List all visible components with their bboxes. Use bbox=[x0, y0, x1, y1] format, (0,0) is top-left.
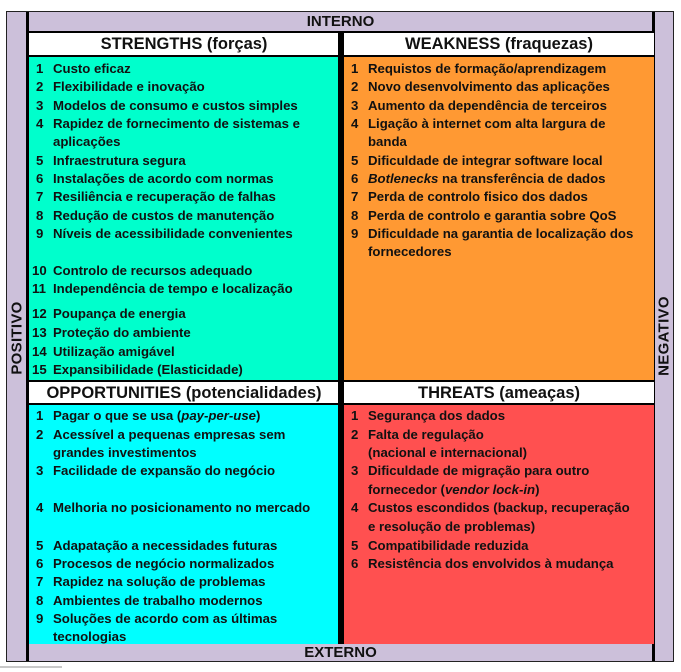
list-item: 14 Utilização amigável bbox=[32, 343, 175, 359]
list-item: 5 Dificuldade de integrar software local bbox=[351, 152, 603, 168]
strengths-list bbox=[29, 57, 339, 380]
list-item: 3 Modelos de consumo e custos simples bbox=[36, 97, 298, 113]
list-item: 8 Redução de custos de manutenção bbox=[36, 207, 275, 223]
list-item: 2 Acessível a pequenas empresas sem bbox=[36, 426, 286, 442]
list-item-continuation: (nacional e internacional) bbox=[368, 445, 528, 460]
list-item: 9 Soluções de acordo com as últimas bbox=[36, 611, 278, 626]
threats-quadrant bbox=[344, 380, 654, 644]
list-item: 11 Independência de tempo e localização bbox=[32, 281, 293, 296]
threats-title: THREATS (ameaças) bbox=[344, 380, 654, 405]
list-item: 3 Dificuldade de migração para outro bbox=[351, 463, 590, 478]
list-item-continuation: grandes investimentos bbox=[53, 445, 197, 460]
list-item: 6 Instalações de acordo com normas bbox=[36, 171, 274, 186]
list-item-continuation: fornecedores bbox=[368, 244, 452, 259]
weakness-quadrant bbox=[344, 33, 654, 380]
strengths-title: STRENGTHS (forças) bbox=[29, 33, 339, 57]
list-item: 2 Flexibilidade e inovação bbox=[36, 79, 205, 94]
list-item: 5 Compatibilidade reduzida bbox=[351, 537, 529, 553]
weakness-title: WEAKNESS (fraquezas) bbox=[344, 33, 654, 57]
weakness-list bbox=[344, 57, 654, 380]
list-item-continuation: fornecedor (vendor lock-in) bbox=[368, 481, 540, 497]
list-item: 6 Procesos de negócio normalizados bbox=[36, 556, 275, 571]
list-item: 2 Novo desenvolvimento das aplicações bbox=[351, 79, 610, 94]
list-item: 1 Pagar o que se usa (pay-per-use) bbox=[36, 408, 261, 423]
list-item: 3 Aumento da dependência de terceiros bbox=[351, 97, 607, 113]
list-item: 8 Ambientes de trabalho modernos bbox=[36, 592, 263, 608]
list-item: 7 Perda de controlo fisico dos dados bbox=[351, 189, 588, 204]
positive-axis bbox=[7, 12, 29, 661]
list-item: 6 Botlenecks na transferência de dados bbox=[351, 171, 606, 186]
positive-label: POSITIVO bbox=[8, 301, 25, 375]
list-item-continuation: banda bbox=[368, 134, 407, 149]
strengths-quadrant bbox=[29, 33, 339, 380]
list-item: 5 Adapatação a necessidades futuras bbox=[36, 537, 278, 553]
opportunities-quadrant bbox=[29, 380, 339, 644]
external-band: EXTERNO bbox=[29, 642, 652, 661]
list-item: 7 Resiliência e recuperação de falhas bbox=[36, 189, 276, 204]
negative-axis bbox=[652, 12, 673, 661]
list-item: 8 Perda de controlo e garantia sobre QoS bbox=[351, 207, 617, 223]
footer-rule bbox=[0, 666, 62, 668]
swot-matrix bbox=[6, 11, 674, 662]
opportunities-title: OPPORTUNITIES (potencialidades) bbox=[29, 380, 339, 405]
list-item-continuation: aplicações bbox=[53, 134, 121, 149]
list-item-continuation: tecnologias bbox=[53, 629, 127, 644]
list-item: 13 Proteção do ambiente bbox=[32, 325, 191, 340]
list-item: 9 Dificuldade na garantia de localização dos bbox=[351, 226, 634, 241]
opportunities-list bbox=[29, 405, 339, 644]
list-item: 4 Rapidez de fornecimento de sistemas e bbox=[36, 116, 300, 131]
list-item: 1 Segurança dos dados bbox=[351, 408, 506, 423]
list-item: 3 Facilidade de expansão do negócio bbox=[36, 463, 276, 478]
negative-label: NEGATIVO bbox=[655, 296, 673, 376]
list-item: 6 Resistência dos envolvidos à mudança bbox=[351, 556, 614, 571]
list-item: 4 Custos escondidos (backup, recuperação bbox=[351, 500, 630, 515]
list-item: 5 Infraestrutura segura bbox=[36, 152, 186, 168]
threats-list bbox=[344, 405, 654, 644]
internal-band: INTERNO bbox=[29, 12, 652, 33]
list-item: 12 Poupança de energia bbox=[32, 306, 186, 321]
list-item: 15 Expansibilidade (Elasticidade) bbox=[32, 362, 243, 377]
list-item: 4 Melhoria no posicionamento no mercado bbox=[36, 500, 311, 515]
list-item: 1 Requistos de formação/aprendizagem bbox=[351, 61, 607, 76]
quadrant-divider bbox=[338, 33, 344, 644]
list-item: 7 Rapidez na solução de problemas bbox=[36, 574, 266, 589]
list-item: 10 Controlo de recursos adequado bbox=[32, 263, 253, 278]
list-item: 9 Níveis de acessibilidade convenientes bbox=[36, 226, 293, 241]
list-item: 2 Falta de regulação bbox=[351, 426, 484, 442]
list-item: 4 Ligação à internet com alta largura de bbox=[351, 116, 606, 131]
list-item: 1 Custo eficaz bbox=[36, 61, 131, 76]
list-item-continuation: e resolução de problemas) bbox=[368, 519, 536, 534]
